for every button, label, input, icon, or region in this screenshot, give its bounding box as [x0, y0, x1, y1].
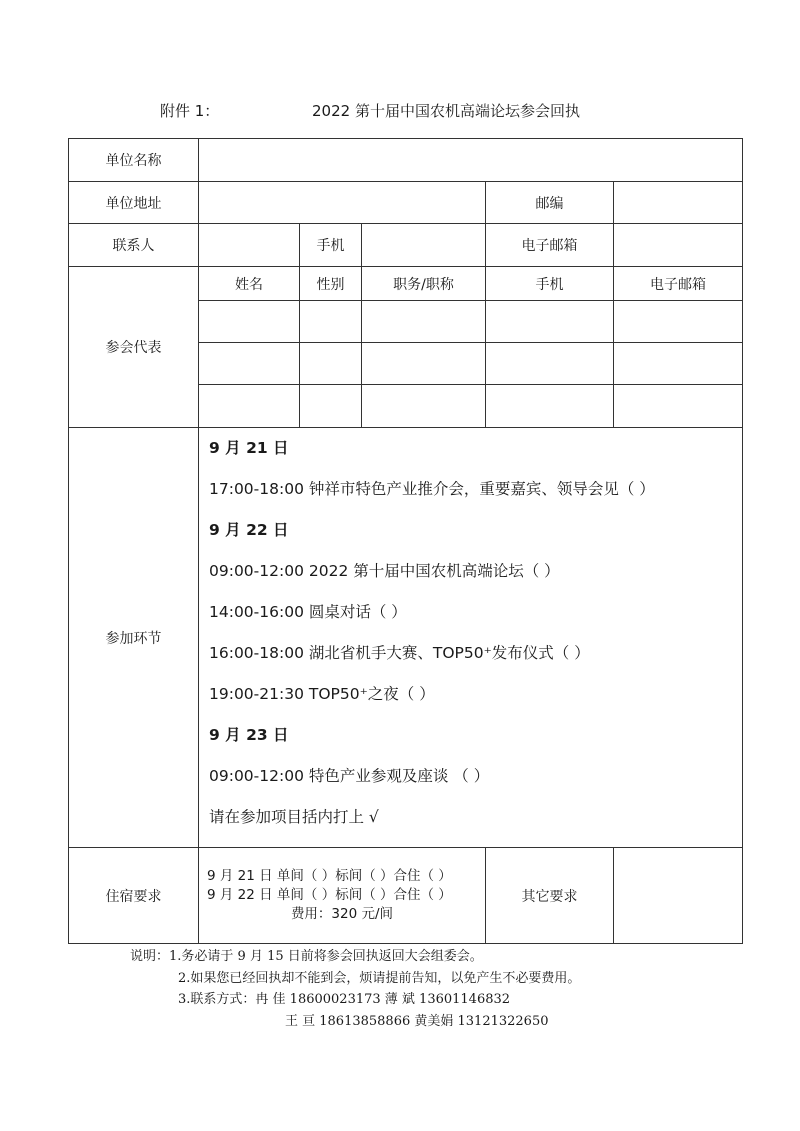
note-line: 3.联系方式：冉 佳 18600023173 薄 斌 13601146832	[178, 992, 511, 1007]
session-instruction: 请在参加项目括内打上 √	[209, 808, 379, 826]
contact-label: 联系人	[69, 224, 199, 267]
delegate-name-field[interactable]	[199, 385, 300, 428]
delegate-phone-field[interactable]	[486, 301, 614, 343]
phone-field[interactable]	[362, 224, 486, 267]
unit-name-row	[69, 139, 743, 182]
note-line: 2.如果您已经回执却不能到会，烦请提前告知，以免产生不必要费用。	[178, 970, 581, 986]
sessions-row	[69, 428, 743, 848]
session-item[interactable]: 17:00-18:00 钟祥市特色产业推介会，重要嘉宾、领导会见（ ）	[209, 480, 655, 498]
contact-row	[69, 224, 743, 267]
session-date: 9 月 22 日	[209, 521, 289, 539]
unit-address-label: 单位地址	[69, 182, 199, 224]
unit-address-row	[69, 182, 743, 224]
lodging-line[interactable]: 9 月 21 日 单间（ ）标间（ ）合住（ ）	[207, 868, 452, 884]
page-title: 2022 第十届中国农机高端论坛参会回执	[312, 102, 580, 120]
col-email: 电子邮箱	[614, 267, 743, 301]
delegate-gender-field[interactable]	[300, 385, 362, 428]
lodging-line[interactable]: 9 月 22 日 单间（ ）标间（ ）合住（ ）	[207, 887, 452, 903]
delegate-title-field[interactable]	[362, 301, 486, 343]
delegates-label: 参会代表	[69, 267, 199, 428]
unit-address-field[interactable]	[199, 182, 486, 224]
col-gender: 性别	[300, 267, 362, 301]
session-date: 9 月 21 日	[209, 439, 289, 457]
notes-section	[130, 946, 580, 1032]
lodging-options[interactable]	[199, 848, 486, 944]
other-requirements-label: 其它要求	[486, 848, 614, 944]
col-name: 姓名	[199, 267, 300, 301]
delegate-title-field[interactable]	[362, 343, 486, 385]
session-item[interactable]: 09:00-12:00 2022 第十届中国农机高端论坛（ ）	[209, 562, 560, 580]
email-field[interactable]	[614, 224, 743, 267]
unit-name-field[interactable]	[199, 139, 743, 182]
session-item[interactable]: 16:00-18:00 湖北省机手大赛、TOP50⁺发布仪式（ ）	[209, 644, 590, 662]
delegate-gender-field[interactable]	[300, 301, 362, 343]
sessions-list	[199, 428, 743, 848]
lodging-label: 住宿要求	[69, 848, 199, 944]
delegate-phone-field[interactable]	[486, 385, 614, 428]
session-item[interactable]: 19:00-21:30 TOP50⁺之夜（ ）	[209, 685, 435, 703]
attachment-label: 附件 1：	[160, 102, 220, 120]
note-line: 王 亘 18613858866 黄美娟 13121322650	[285, 1013, 549, 1029]
delegate-email-field[interactable]	[614, 343, 743, 385]
delegate-phone-field[interactable]	[486, 343, 614, 385]
delegate-name-field[interactable]	[199, 343, 300, 385]
phone-label: 手机	[300, 224, 362, 267]
delegate-email-field[interactable]	[614, 301, 743, 343]
lodging-fee: 费用：320 元/间	[290, 906, 394, 922]
postcode-label: 邮编	[486, 182, 614, 224]
col-phone: 手机	[486, 267, 614, 301]
delegates-header-row	[69, 267, 743, 301]
other-requirements-field[interactable]	[614, 848, 743, 944]
col-title: 职务/职称	[362, 267, 486, 301]
sessions-label: 参加环节	[69, 428, 199, 848]
page-header	[0, 100, 800, 124]
session-item[interactable]: 09:00-12:00 特色产业参观及座谈 （ ）	[209, 767, 490, 785]
postcode-field[interactable]	[614, 182, 743, 224]
email-label: 电子邮箱	[486, 224, 614, 267]
lodging-row	[69, 848, 743, 944]
unit-name-label: 单位名称	[69, 139, 199, 182]
contact-field[interactable]	[199, 224, 300, 267]
session-date: 9 月 23 日	[209, 726, 289, 744]
delegate-email-field[interactable]	[614, 385, 743, 428]
delegate-name-field[interactable]	[199, 301, 300, 343]
registration-form	[68, 138, 743, 944]
session-item[interactable]: 14:00-16:00 圆桌对话（ ）	[209, 603, 407, 621]
delegate-title-field[interactable]	[362, 385, 486, 428]
note-line: 说明：1.务必请于 9 月 15 日前将参会回执返回大会组委会。	[130, 949, 483, 964]
delegate-gender-field[interactable]	[300, 343, 362, 385]
